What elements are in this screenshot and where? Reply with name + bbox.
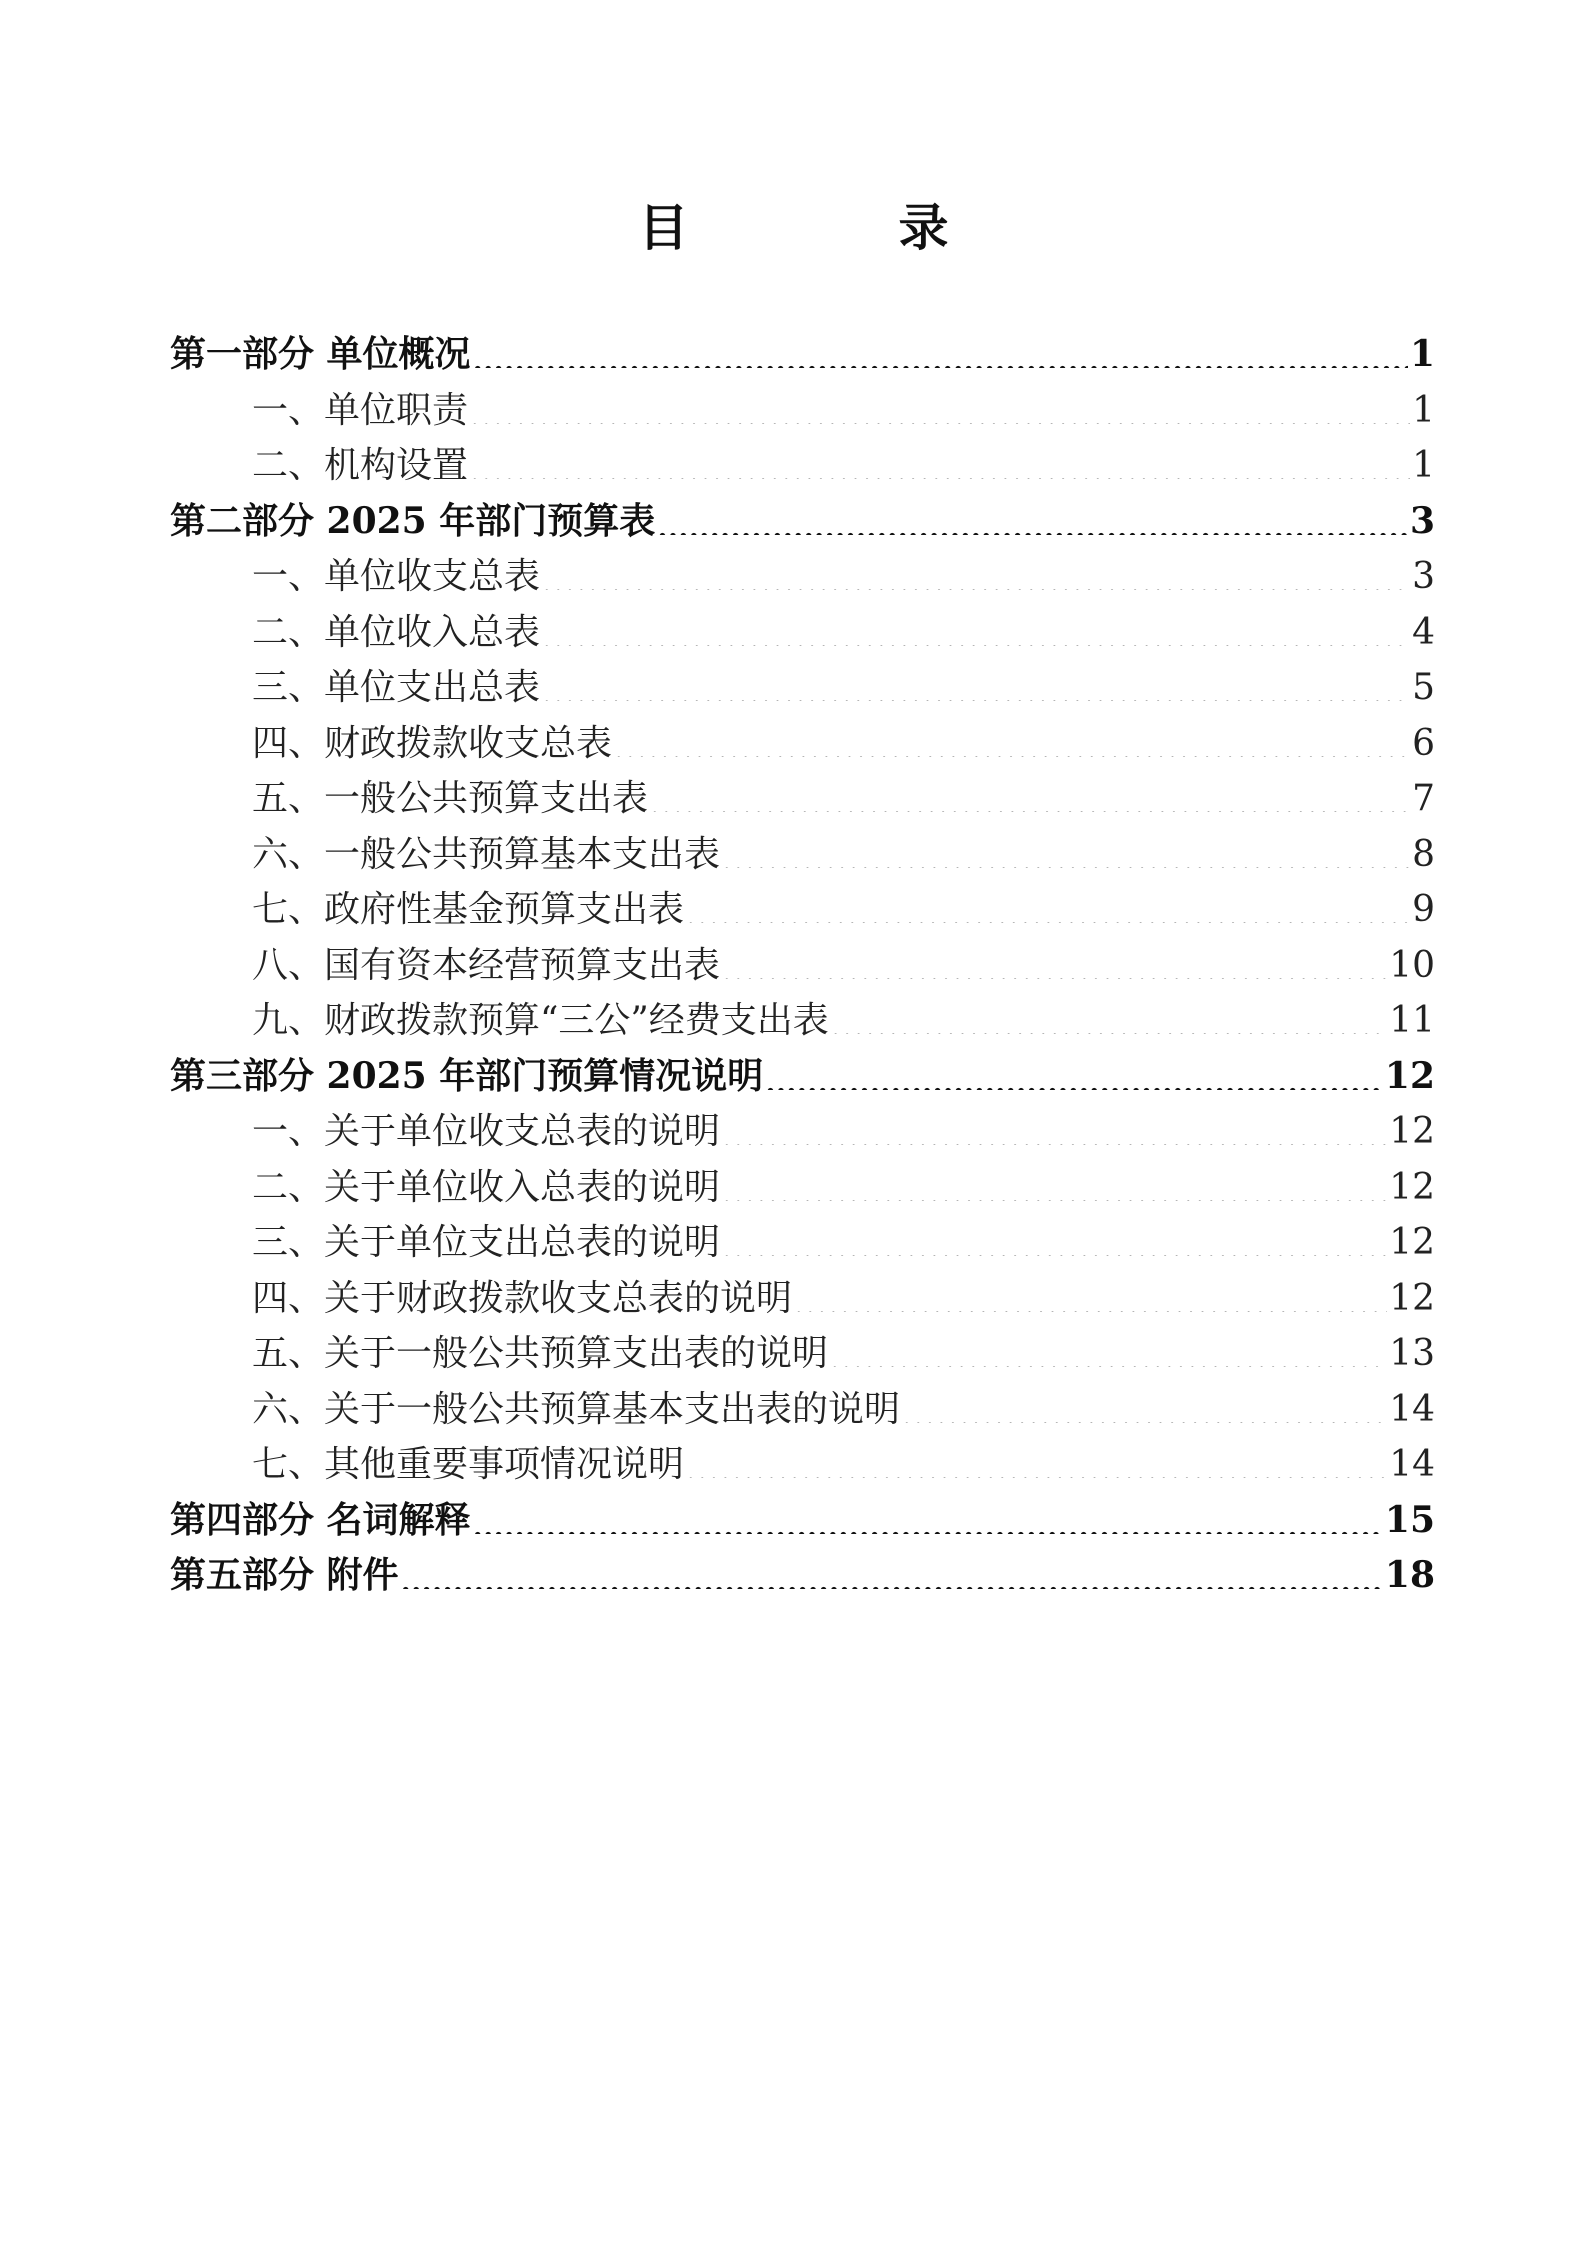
toc-entry-label: 二、关于单位收入总表的说明: [252, 1166, 721, 1208]
toc-entry-label: 六、关于一般公共预算基本支出表的说明: [252, 1388, 901, 1430]
dot-leader: [686, 887, 1410, 923]
toc-entry-organization[interactable]: [170, 438, 1435, 494]
dot-leader: [542, 665, 1410, 701]
toc-entry-label: 二、机构设置: [252, 445, 469, 486]
dot-leader: [473, 332, 1408, 368]
toc-entry-label: 第二部分 2025 年部门预算表: [170, 499, 656, 542]
toc-entry-label: 第五部分 附件: [170, 1554, 399, 1596]
dot-leader: [830, 1331, 1387, 1367]
toc-entry-unit-duties[interactable]: [170, 383, 1435, 439]
dot-leader: [794, 1276, 1387, 1312]
toc-entry-page: 14: [1389, 1444, 1435, 1485]
toc-entry-label: 四、关于财政拨款收支总表的说明: [252, 1277, 793, 1319]
toc-entry-label: 第一部分 单位概况: [170, 333, 471, 375]
dot-leader: [470, 443, 1410, 479]
toc-entry-page: 1: [1409, 333, 1435, 375]
toc-entry-page: 12: [1384, 1054, 1435, 1097]
dot-leader: [831, 998, 1387, 1034]
toc-entry-label: 八、国有资本经营预算支出表: [252, 944, 721, 986]
toc-entry-label: 一、关于单位收支总表的说明: [252, 1111, 721, 1152]
dot-leader: [722, 1165, 1387, 1201]
toc-entry-label: 三、关于单位支出总表的说明: [252, 1222, 721, 1263]
dot-leader: [902, 1387, 1387, 1423]
dot-leader: [401, 1553, 1383, 1589]
toc-entry-government-fund-table[interactable]: [170, 882, 1435, 938]
toc-entry-part-5[interactable]: [170, 1548, 1435, 1604]
toc-entry-page: 14: [1389, 1388, 1435, 1430]
toc-entry-page: 8: [1412, 833, 1435, 875]
dot-leader: [657, 499, 1408, 535]
toc-entry-page: 12: [1389, 1277, 1435, 1319]
dot-leader: [722, 1109, 1387, 1145]
toc-entry-page: 1: [1412, 389, 1435, 431]
toc-entry-part-2[interactable]: [170, 494, 1435, 550]
toc-entry-label: 第三部分 2025 年部门预算情况说明: [170, 1054, 764, 1097]
toc-entry-label: 三、单位支出总表: [252, 667, 541, 708]
dot-leader: [686, 1442, 1387, 1478]
toc-entry-three-public-table[interactable]: [170, 993, 1435, 1049]
toc-entry-income-table[interactable]: [170, 605, 1435, 661]
toc-entry-general-budget-basic-table[interactable]: [170, 827, 1435, 883]
toc-entry-page: 7: [1412, 778, 1435, 819]
dot-leader: [722, 832, 1410, 868]
toc-entry-label: 二、单位收入总表: [252, 611, 541, 653]
dot-leader: [470, 388, 1410, 424]
toc-entry-label: 第四部分 名词解释: [170, 1498, 471, 1541]
toc-entry-label: 一、单位职责: [252, 389, 469, 431]
toc-entry-part-3[interactable]: [170, 1049, 1435, 1105]
toc-entry-part-4[interactable]: [170, 1493, 1435, 1549]
dot-leader: [473, 1498, 1383, 1534]
dot-leader: [765, 1054, 1383, 1090]
toc-entry-note-income-expense[interactable]: [170, 1104, 1435, 1160]
toc-entry-page: 13: [1389, 1333, 1435, 1374]
toc-entry-page: 3: [1409, 499, 1435, 542]
toc-entry-note-fiscal-appropriation[interactable]: [170, 1271, 1435, 1327]
toc-entry-expense-table[interactable]: [170, 660, 1435, 716]
toc-title: 目 录: [638, 198, 1029, 257]
toc-entry-page: 9: [1412, 889, 1435, 930]
toc-entry-note-general-budget[interactable]: [170, 1326, 1435, 1382]
toc-entry-label: 七、其他重要事项情况说明: [252, 1444, 685, 1485]
toc-entry-note-income[interactable]: [170, 1160, 1435, 1216]
toc-entry-note-expense[interactable]: [170, 1215, 1435, 1271]
dot-leader: [542, 610, 1410, 646]
dot-leader: [722, 943, 1387, 979]
dot-leader: [650, 776, 1410, 812]
toc-entry-page: 18: [1384, 1554, 1435, 1596]
toc-entry-page: 15: [1384, 1498, 1435, 1541]
toc-entry-page: 5: [1412, 667, 1435, 708]
toc-entry-page: 4: [1412, 611, 1435, 653]
toc-entry-page: 3: [1412, 556, 1435, 597]
dot-leader: [542, 554, 1410, 590]
toc-entry-part-1[interactable]: [170, 327, 1435, 383]
dot-leader: [722, 1220, 1387, 1256]
toc-entry-page: 12: [1389, 1166, 1435, 1208]
toc-entry-label: 六、一般公共预算基本支出表: [252, 833, 721, 875]
toc-entry-general-budget-table[interactable]: [170, 771, 1435, 827]
dot-leader: [614, 721, 1410, 757]
toc-entry-state-capital-table[interactable]: [170, 938, 1435, 994]
toc-entry-page: 12: [1389, 1222, 1435, 1263]
toc-entry-page: 12: [1389, 1111, 1435, 1152]
toc-entry-fiscal-appropriation-table[interactable]: [170, 716, 1435, 772]
toc-list: [170, 327, 1435, 1604]
toc-entry-label: 九、财政拨款预算“三公”经费支出表: [252, 1000, 829, 1041]
toc-entry-page: 10: [1389, 944, 1435, 986]
toc-entry-page: 6: [1412, 722, 1435, 764]
toc-entry-label: 四、财政拨款收支总表: [252, 722, 613, 764]
toc-entry-note-general-budget-basic[interactable]: [170, 1382, 1435, 1438]
toc-entry-page: 11: [1389, 1000, 1435, 1041]
toc-entry-label: 一、单位收支总表: [252, 556, 541, 597]
toc-entry-income-expense-table[interactable]: [170, 549, 1435, 605]
toc-entry-label: 五、关于一般公共预算支出表的说明: [252, 1333, 829, 1374]
toc-entry-label: 五、一般公共预算支出表: [252, 778, 649, 819]
toc-entry-label: 七、政府性基金预算支出表: [252, 889, 685, 930]
toc-entry-other-matters[interactable]: [170, 1437, 1435, 1493]
toc-entry-page: 1: [1412, 445, 1435, 486]
